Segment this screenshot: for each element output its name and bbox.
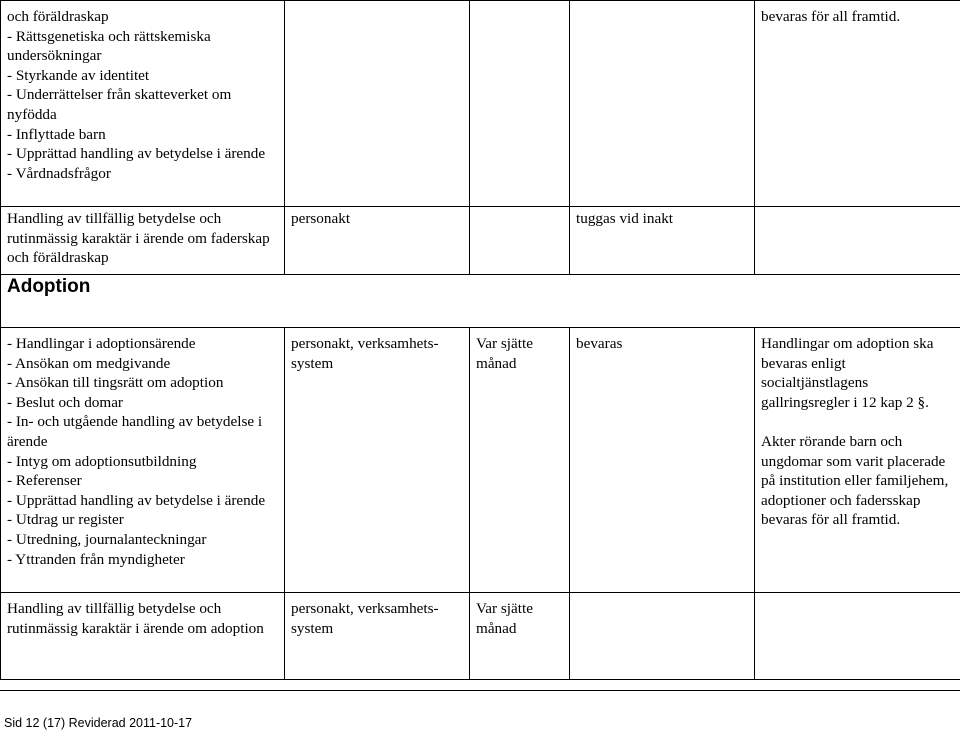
footer-text: Sid 12 (17) Reviderad 2011-10-17 [4,716,193,730]
table-row [1,1,960,207]
storage-medium-cell: personakt, verksamhets-system [285,328,470,593]
retention-period-cell: Var sjätte månad [470,593,570,680]
document-type-cell: och föräldraskap - Rättsgenetiska och rättskemiska undersökningar - Styrkande av identitet - Underrättelser från skatteverket om nyfödda - Inflyttade barn - Upprättad handling av betydelse i ärende - Vårdnadsfrågor [1,1,285,207]
document-type-cell: Handling av tillfällig betydelse och rutinmässig karaktär i ärende om adoption [1,593,285,680]
section-row [1,275,960,328]
table-row [1,207,960,275]
table-row [1,593,960,680]
storage-medium-cell: personakt, verksamhets-system [285,593,470,680]
storage-medium-cell: personakt [285,207,470,275]
page-footer [0,690,960,730]
document-type-cell: Handling av tillfällig betydelse och rutinmässig karaktär i ärende om faderskap och föräldraskap [1,207,285,275]
action-cell: tuggas vid inakt [570,207,755,275]
storage-medium-cell [285,1,470,207]
action-cell [570,593,755,680]
section-title: Adoption [7,276,91,297]
retention-period-cell [470,1,570,207]
note-cell: bevaras för all framtid. [755,1,960,207]
action-cell [570,1,755,207]
table-row [1,328,960,593]
action-cell: bevaras [570,328,755,593]
note-cell: Handlingar om adoption ska bevaras enligt socialtjänstlagens gallringsregler i 12 kap 2 §. Akter rörande barn och ungdomar som varit placerade på institution eller familjehem, adoptioner och fadersskap bevaras för all framtid. [755,328,960,593]
note-cell [755,207,960,275]
retention-period-cell: Var sjätte månad [470,328,570,593]
section-heading-cell [1,275,960,328]
document-type-cell: - Handlingar i adoptionsärende - Ansökan om medgivande - Ansökan till tingsrätt om adoption - Beslut och domar - In- och utgående handling av betydelse i ärende - Intyg om adoptionsutbildning - Referenser - Upprättad handling av betydelse i ärende - Utdrag ur register - Utredning, journalanteckningar - Yttranden från myndigheter [1,328,285,593]
note-cell [755,593,960,680]
retention-period-cell [470,207,570,275]
